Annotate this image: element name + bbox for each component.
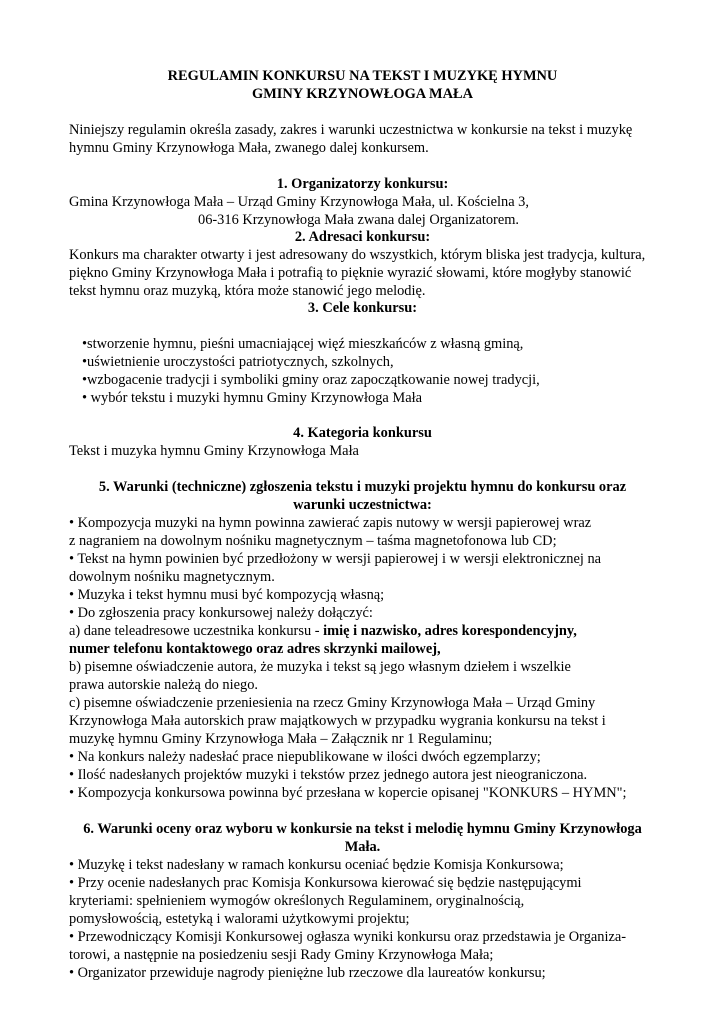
section-2-line-1: Konkurs ma charakter otwarty i jest adresowany do wszystkich, którym bliska jest tradycja, kultura, (69, 247, 646, 263)
section-5-line: c) pisemne oświadczenie przeniesienia na rzecz Gminy Krzynowłoga Mała – Urząd Gminy (69, 695, 596, 711)
section-6-line: • Muzykę i tekst nadesłany w ramach konkursu oceniać będzie Komisja Konkursowa; (69, 857, 564, 873)
section-1-line-2: 06-316 Krzynowłoga Mała zwana dalej Organizatorem. (198, 212, 520, 228)
section-5-line: dowolnym nośniku magnetycznym. (69, 569, 275, 585)
document-title-line-2: GMINY KRZYNOWŁOGA MAŁA (252, 86, 473, 102)
section-3-list-item: •wzbogacenie tradycji i symboliki gminy oraz zapoczątkowanie nowej tradycji, (82, 372, 540, 388)
intro-line-1: Niniejszy regulamin określa zasady, zakres i warunki uczestnictwa w konkursie na tekst i muzykę (69, 122, 633, 138)
section-5-line: prawa autorskie należą do niego. (69, 677, 258, 693)
section-1-heading: 1. Organizatorzy konkursu: (276, 176, 449, 192)
section-5-line: • Kompozycja muzyki na hymn powinna zawierać zapis nutowy w wersji papierowej wraz (69, 515, 592, 531)
section-5-heading-line-2: warunki uczestnictwa: (293, 497, 432, 513)
section-3-list-item: •uświetnienie uroczystości patriotycznych, szkolnych, (82, 354, 394, 370)
section-5-heading-line-1: 5. Warunki (techniczne) zgłoszenia tekstu i muzyki projektu hymnu do konkursu oraz (98, 479, 627, 495)
section-5-line: • Kompozycja konkursowa powinna być przesłana w kopercie opisanej "KONKURS – HYMN"; (69, 785, 627, 801)
contact-data-fields: imię i nazwisko, adres korespondencyjny, (323, 623, 577, 639)
section-4-heading: 4. Kategoria konkursu (293, 425, 432, 441)
section-2-heading: 2. Adresaci konkursu: (294, 229, 431, 245)
section-5-line: Krzynowłoga Mała autorskich praw majątkowych w przypadku wygrania konkursu na tekst i (69, 713, 606, 729)
intro-line-2: hymnu Gminy Krzynowłoga Mała, zwanego dalej konkursem. (69, 140, 429, 156)
section-6-line: kryteriami: spełnieniem wymogów określonych Regulaminem, oryginalnością, (69, 893, 525, 909)
section-5-line: b) pisemne oświadczenie autora, że muzyka i tekst są jego własnym dziełem i wszelkie (69, 659, 571, 675)
section-5-line-contact-data (69, 623, 577, 640)
section-6-line: pomysłowością, estetyką i walorami użytkowymi projektu; (69, 911, 410, 927)
section-5-line: z nagraniem na dowolnym nośniku magnetycznym – taśma magnetofonowa lub CD; (69, 533, 557, 549)
section-3-list-item: • wybór tekstu i muzyki hymnu Gminy Krzynowłoga Mała (82, 390, 422, 406)
section-3-list-item: •stworzenie hymnu, pieśni umacniającej więź mieszkańców z własną gminą, (82, 336, 524, 352)
section-5-line: muzykę hymnu Gminy Krzynowłoga Mała – Załącznik nr 1 Regulaminu; (69, 731, 493, 747)
section-2-line-3: tekst hymnu oraz muzyką, która może stanowić jego melodię. (69, 283, 426, 299)
section-6-line: • Organizator przewiduje nagrody pieniężne lub rzeczowe dla laureatów konkursu; (69, 965, 546, 981)
section-5-line: • Na konkurs należy nadesłać prace niepublikowane w ilości dwóch egzemplarzy; (69, 749, 541, 765)
section-6-line: • Przewodniczący Komisji Konkursowej ogłasza wyniki konkursu oraz przedstawia je Organiza- (69, 929, 627, 945)
document-title-line-1: REGULAMIN KONKURSU NA TEKST I MUZYKĘ HYMNU (167, 68, 558, 84)
section-5-line: • Muzyka i tekst hymnu musi być kompozycją własną; (69, 587, 385, 603)
section-5-line-contact-data-cont: numer telefonu kontaktowego oraz adres skrzynki mailowej, (69, 641, 441, 657)
section-5-line: • Tekst na hymn powinien być przedłożony w wersji papierowej i w wersji elektronicznej na (69, 551, 602, 567)
section-3-heading: 3. Cele konkursu: (307, 300, 418, 316)
section-6-line: • Przy ocenie nadesłanych prac Komisja Konkursowa kierować się będzie następującymi (69, 875, 582, 891)
section-6-heading-line-2: Mała. (344, 839, 381, 855)
section-4-line-1: Tekst i muzyka hymnu Gminy Krzynowłoga Mała (69, 443, 359, 459)
contact-data-intro: a) dane teleadresowe uczestnika konkursu - (69, 623, 324, 639)
section-1-line-1: Gmina Krzynowłoga Mała – Urząd Gminy Krzynowłoga Mała, ul. Kościelna 3, (69, 194, 529, 210)
section-5-line: • Ilość nadesłanych projektów muzyki i tekstów przez jednego autora jest nieograniczona. (69, 767, 588, 783)
section-5-line: • Do zgłoszenia pracy konkursowej należy dołączyć: (69, 605, 373, 621)
section-2-line-2: piękno Gminy Krzynowłoga Mała i potrafią to pięknie wyrazić słowami, które mogłyby stanowić (69, 265, 632, 281)
section-6-heading-line-1: 6. Warunki oceny oraz wyboru w konkursie na tekst i melodię hymnu Gminy Krzynowłoga (83, 821, 642, 837)
section-6-line: torowi, a następnie na posiedzeniu sesji Rady Gminy Krzynowłoga Mała; (69, 947, 494, 963)
